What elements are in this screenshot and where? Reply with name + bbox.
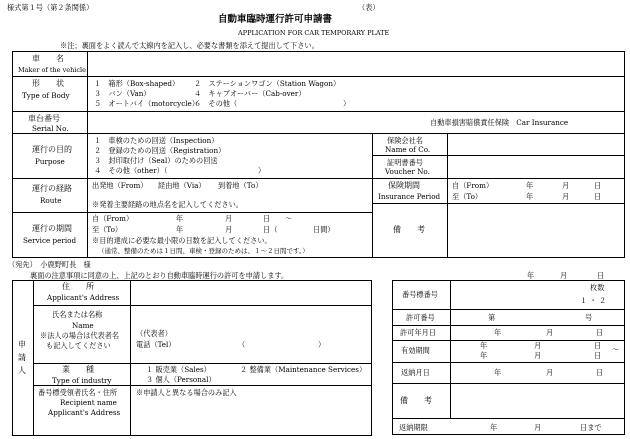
purpose-label: 運行の目的 — [32, 145, 72, 154]
declaration: 裏面の注意事項に同意の上、上記のとおり自動車臨時運行の許可を申請します。 — [30, 271, 289, 280]
recipient-note: ※申請人と異なる場合のみ記入 — [136, 388, 237, 397]
applicant-side-label: 申請人 — [18, 340, 26, 375]
purpose-option-4-close: ） — [258, 166, 266, 175]
insurance-period-from: 自（From） — [452, 181, 494, 190]
permit-dai: 第 — [488, 313, 496, 322]
serial-label-en: Serial No. — [32, 124, 69, 133]
applicant-address-field[interactable] — [133, 282, 369, 303]
service-to-year: 年 — [176, 225, 184, 234]
insurance-period-label-en: Insurance Period — [378, 192, 441, 201]
office-remarks-label: 備 考 — [400, 396, 432, 405]
insurance-title: 自動車損害賠償責任保険 Car Insurance — [430, 118, 569, 127]
applicant-address-label: 住 所 — [62, 282, 94, 291]
service-to-label: 至（To） — [92, 225, 123, 234]
permit-go: 号 — [585, 313, 593, 322]
route-label-en: Route — [40, 196, 62, 205]
plate-number-label: 番号標番号 — [402, 290, 438, 299]
insurance-from-year: 年 — [526, 181, 534, 190]
insurance-from-day: 日 — [594, 181, 602, 190]
service-period-label-en: Service period — [23, 236, 77, 245]
purpose-label-en: Purpose — [35, 157, 65, 166]
valid-period-label: 有効期間 — [401, 346, 430, 355]
return-date-year: 年 — [494, 368, 502, 377]
voucher-label: 証明書番号 — [387, 158, 423, 167]
recipient-label-2: Recipient name — [60, 398, 117, 407]
route-via[interactable]: 経由地（Via） — [158, 181, 206, 190]
industry-label-en: Type of industry — [52, 376, 112, 385]
service-note-1: ※目的達成に必要な最小限の日数を記入してください。 — [92, 236, 272, 245]
tel-label: 電話（Tel） — [136, 340, 176, 349]
insurance-period-to: 至（To） — [452, 192, 483, 201]
industry-option-2[interactable]: ２ 整備業（Maintenance Services） — [240, 365, 367, 374]
representative-label: （代表者） — [136, 329, 172, 338]
route-to[interactable]: 到着地（To） — [218, 181, 263, 190]
return-date-month: 月 — [546, 368, 554, 377]
return-date-label: 返納月日 — [401, 368, 430, 377]
recipient-label-3: Applicant's Address — [48, 408, 121, 417]
car-name-field[interactable] — [90, 54, 622, 74]
deadline-end: 日まで — [580, 423, 602, 432]
form-number: 様式第１号（第２条関係） — [7, 3, 94, 12]
date-year: 年 — [527, 271, 535, 280]
insurance-to-year: 年 — [526, 192, 534, 201]
service-to-days-open: 日（ — [263, 225, 278, 234]
permit-date-year: 年 — [494, 328, 502, 337]
deadline-year: 年 — [490, 423, 498, 432]
service-to-month: 月 — [225, 225, 233, 234]
voucher-label-en: Voucher No. — [385, 167, 430, 176]
date-day: 日 — [597, 271, 605, 280]
serial-label: 車台番号 — [28, 114, 60, 123]
service-from-day: 日 — [263, 214, 271, 223]
valid-to-month: 月 — [534, 351, 542, 360]
purpose-option-3[interactable]: ３ 封印取付け（Seal）のための回送 — [94, 156, 218, 165]
car-name-label-en: Maker of the vehicle — [18, 66, 86, 74]
insurance-company-label-en: Name of Co. — [385, 145, 431, 154]
service-to-days-close: 日間） — [313, 225, 335, 234]
insurance-to-month: 月 — [562, 192, 570, 201]
deadline-label: 返納期限 — [399, 423, 428, 432]
permit-number-label: 許可番号 — [406, 313, 435, 322]
deadline-month: 月 — [534, 423, 542, 432]
remarks-label: 備 考 — [393, 225, 425, 234]
valid-from-year: 年 — [480, 341, 488, 350]
service-note-2: （通常、整備のためは１日間、車検・登録のためは、１～２日間です。） — [98, 247, 309, 255]
page-title: 自動車臨時運行許可申請書 — [218, 14, 333, 25]
route-note: ※発着主要経路の地点名を記入してください。 — [92, 200, 243, 209]
corporate-note-1: ※法人の場合は代表者名 — [40, 331, 120, 340]
recipient-label-1: 番号標受領者氏名・住所 — [38, 388, 118, 397]
purpose-option-2[interactable]: ２ 登録のための回送（Registration） — [94, 146, 226, 155]
service-period-label: 運行の期間 — [32, 224, 72, 233]
instruction-note: ※注；裏面をよく読んで太線内を記入し、必要な書類を添えて提出して下さい。 — [60, 41, 319, 50]
permit-date-label: 許可年月日 — [400, 328, 436, 337]
applicant-name-label-en: Name — [72, 321, 94, 330]
body-type-option-2[interactable]: ２ ステーションワゴン（Station Wagon） — [194, 79, 341, 88]
body-type-label: 形 状 — [32, 79, 64, 88]
body-type-option-6[interactable]: ６ その他（ — [194, 99, 238, 108]
applicant-name-field[interactable] — [133, 307, 369, 327]
valid-from-month: 月 — [534, 341, 542, 350]
service-from-year: 年 — [176, 214, 184, 223]
insurance-from-month: 月 — [562, 181, 570, 190]
addressee: （宛先） 小鹿野町長 様 — [8, 260, 91, 269]
route-from[interactable]: 出発地（From） — [92, 181, 148, 190]
service-from-label: 自（From） — [92, 214, 134, 223]
body-type-label-en: Type of Body — [22, 91, 70, 100]
industry-option-3[interactable]: ３ 個人（Personal） — [146, 375, 216, 384]
insurance-to-day: 日 — [594, 192, 602, 201]
plate-count-label: 枚数 — [590, 283, 605, 292]
recipient-field[interactable] — [133, 399, 369, 433]
industry-option-1[interactable]: １ 販売業（Sales） — [146, 365, 211, 374]
car-name-label: 車 名 — [32, 54, 64, 63]
return-date-day: 日 — [596, 368, 604, 377]
insurance-company-label: 保険会社名 — [387, 136, 423, 145]
permit-date-day: 日 — [596, 328, 604, 337]
front-side-label: （表） — [358, 3, 380, 12]
insurance-period-label: 保険期間 — [388, 181, 420, 190]
tel-open: （ — [238, 340, 246, 349]
valid-to-year: 年 — [480, 351, 488, 360]
valid-to-day: 日 — [594, 351, 602, 360]
applicant-address-label-en: Applicant's Address — [47, 293, 120, 302]
industry-label: 業 種 — [62, 365, 94, 374]
purpose-option-1[interactable]: １ 車検のための回送（Inspection） — [94, 136, 219, 145]
date-month: 月 — [560, 271, 568, 280]
purpose-option-4[interactable]: ４ その他（other）（ — [94, 166, 168, 175]
service-from-month: 月 — [225, 214, 233, 223]
remarks-field[interactable] — [450, 206, 622, 256]
body-type-option-5[interactable]: ５ オートバイ（motorcycle） — [94, 99, 200, 108]
service-tilde: ～ — [285, 214, 293, 223]
plate-count-value[interactable]: １ ・ ２ — [580, 296, 607, 305]
body-type-option-4[interactable]: ４ キャブオーバー（Cab-over） — [194, 89, 306, 98]
body-type-option-3[interactable]: ３ バン（Van） — [94, 89, 151, 98]
page-subtitle: APPLICATION FOR CAR TEMPORARY PLATE — [238, 29, 390, 37]
tel-close: ） — [318, 340, 326, 349]
valid-tilde: ～ — [612, 345, 620, 354]
corporate-note-2: も記入してください — [46, 341, 111, 350]
applicant-name-label: 氏名または名称 — [52, 310, 103, 319]
permit-date-month: 月 — [546, 328, 554, 337]
insurance-company-field[interactable] — [450, 135, 622, 153]
body-type-option-6-close: ） — [343, 99, 351, 108]
voucher-field[interactable] — [450, 157, 622, 175]
valid-from-day: 日 — [594, 341, 602, 350]
route-label: 運行の経路 — [32, 184, 72, 193]
body-type-option-1[interactable]: １ 箱形（Box-shaped） — [94, 79, 180, 88]
